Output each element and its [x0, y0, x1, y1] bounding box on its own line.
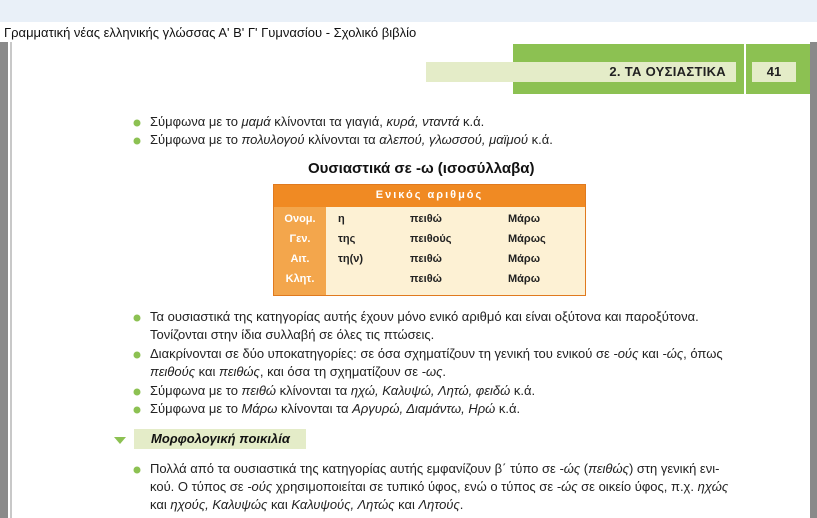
page-left-border-inner	[10, 42, 12, 518]
chapter-title: 2. ΤΑ ΟΥΣΙΑΣΤΙΚΑ	[609, 64, 726, 79]
table-cell-word: πειθώ	[410, 273, 442, 285]
bullet-icon	[133, 406, 141, 414]
note-2-line-1: Διακρίνονται σε δύο υποκατηγορίες: σε όσα σχηματίζουν τη γενική του ενικού σε -ούς και -ώς, όπως	[150, 346, 723, 361]
page-left-border	[0, 42, 8, 518]
note-1-line-1: Τα ουσιαστικά της κατηγορίας αυτής έχουν μόνο ενικό αριθμό και είναι οξύτονα και παροξύτονα.	[150, 309, 699, 324]
case-label: Αιτ.	[290, 253, 310, 265]
bullet-icon	[133, 314, 141, 322]
note-4: Σύμφωνα με το Μάρω κλίνονται τα Αργυρώ, Διαμάντω, Ηρώ κ.ά.	[150, 401, 521, 416]
note-3: Σύμφωνα με το πειθώ κλίνονται τα ηχώ, Καλυψώ, Λητώ, φειδώ κ.ά.	[150, 383, 536, 398]
bullet-icon	[133, 388, 141, 396]
intro-bullet-2: Σύμφωνα με το πολυλογού κλίνονται τα αλεπού, γλωσσού, μαϊμού κ.ά.	[150, 132, 553, 147]
table-cell-word: πειθώ	[410, 253, 442, 265]
table-cell-article: της	[338, 233, 356, 245]
table-cell-word: πειθώ	[410, 213, 442, 225]
page-number: 41	[766, 64, 782, 79]
header-divider	[744, 44, 746, 94]
variant-line-3: και ηχούς, Καλυψώς και Καλυψούς, Λητώς και Λητούς.	[150, 497, 464, 512]
case-column	[274, 207, 326, 295]
case-label: Γεν.	[289, 233, 311, 245]
case-label: Ονομ.	[284, 213, 316, 225]
table-cell-word: Μάρω	[508, 253, 541, 265]
variant-title: Μορφολογική ποικιλία	[151, 431, 290, 446]
document-title-bar	[0, 22, 817, 42]
note-1-line-2: Τονίζονται στην ίδια συλλαβή σε όλες τις πτώσεις.	[150, 327, 435, 342]
table-cell-word: Μάρως	[508, 233, 546, 245]
table-cell-article: τη(ν)	[338, 253, 364, 265]
note-2-line-2: πειθούς και πειθώς, και όσα τη σχηματίζουν σε -ως.	[150, 364, 447, 379]
bullet-icon	[133, 466, 141, 474]
intro-bullet-1: Σύμφωνα με το μαμά κλίνονται τα γιαγιά, κυρά, νταντά κ.ά.	[150, 114, 485, 129]
document-title: Γραμματική νέας ελληνικής γλώσσας Α' Β' Γ' Γυμνασίου - Σχολικό βιβλίο	[4, 25, 417, 40]
variant-heading	[134, 429, 306, 449]
table-header	[274, 185, 585, 207]
declension-table	[273, 184, 586, 296]
bullet-icon	[133, 137, 141, 145]
triangle-down-icon	[114, 437, 126, 444]
case-label: Κλητ.	[285, 273, 315, 285]
variant-line-1: Πολλά από τα ουσιαστικά της κατηγορίας αυτής εμφανίζουν β΄ τύπο σε -ώς (πειθώς) στη γενική ενι-	[150, 461, 720, 476]
table-title: Ουσιαστικά σε -ω (ισοσύλλαβα)	[308, 160, 535, 177]
table-cell-word: Μάρω	[508, 213, 541, 225]
bullet-icon	[133, 351, 141, 359]
table-header-label: Ενικός αριθμός	[375, 189, 484, 201]
browser-toolbar	[0, 0, 817, 23]
table-cell-word: πειθούς	[410, 233, 452, 245]
variant-line-2: κού. Ο τύπος σε -ούς χρησιμοποιείται σε τυπικό ύφος, ενώ ο τύπος σε -ώς σε οικείο ύφος, π.χ. ηχώς	[150, 479, 729, 494]
table-cell-article: η	[338, 213, 345, 225]
chapter-header	[426, 62, 736, 82]
page-number-box	[752, 62, 796, 82]
table-cell-word: Μάρω	[508, 273, 541, 285]
bullet-icon	[133, 119, 141, 127]
page-right-border	[810, 42, 817, 518]
